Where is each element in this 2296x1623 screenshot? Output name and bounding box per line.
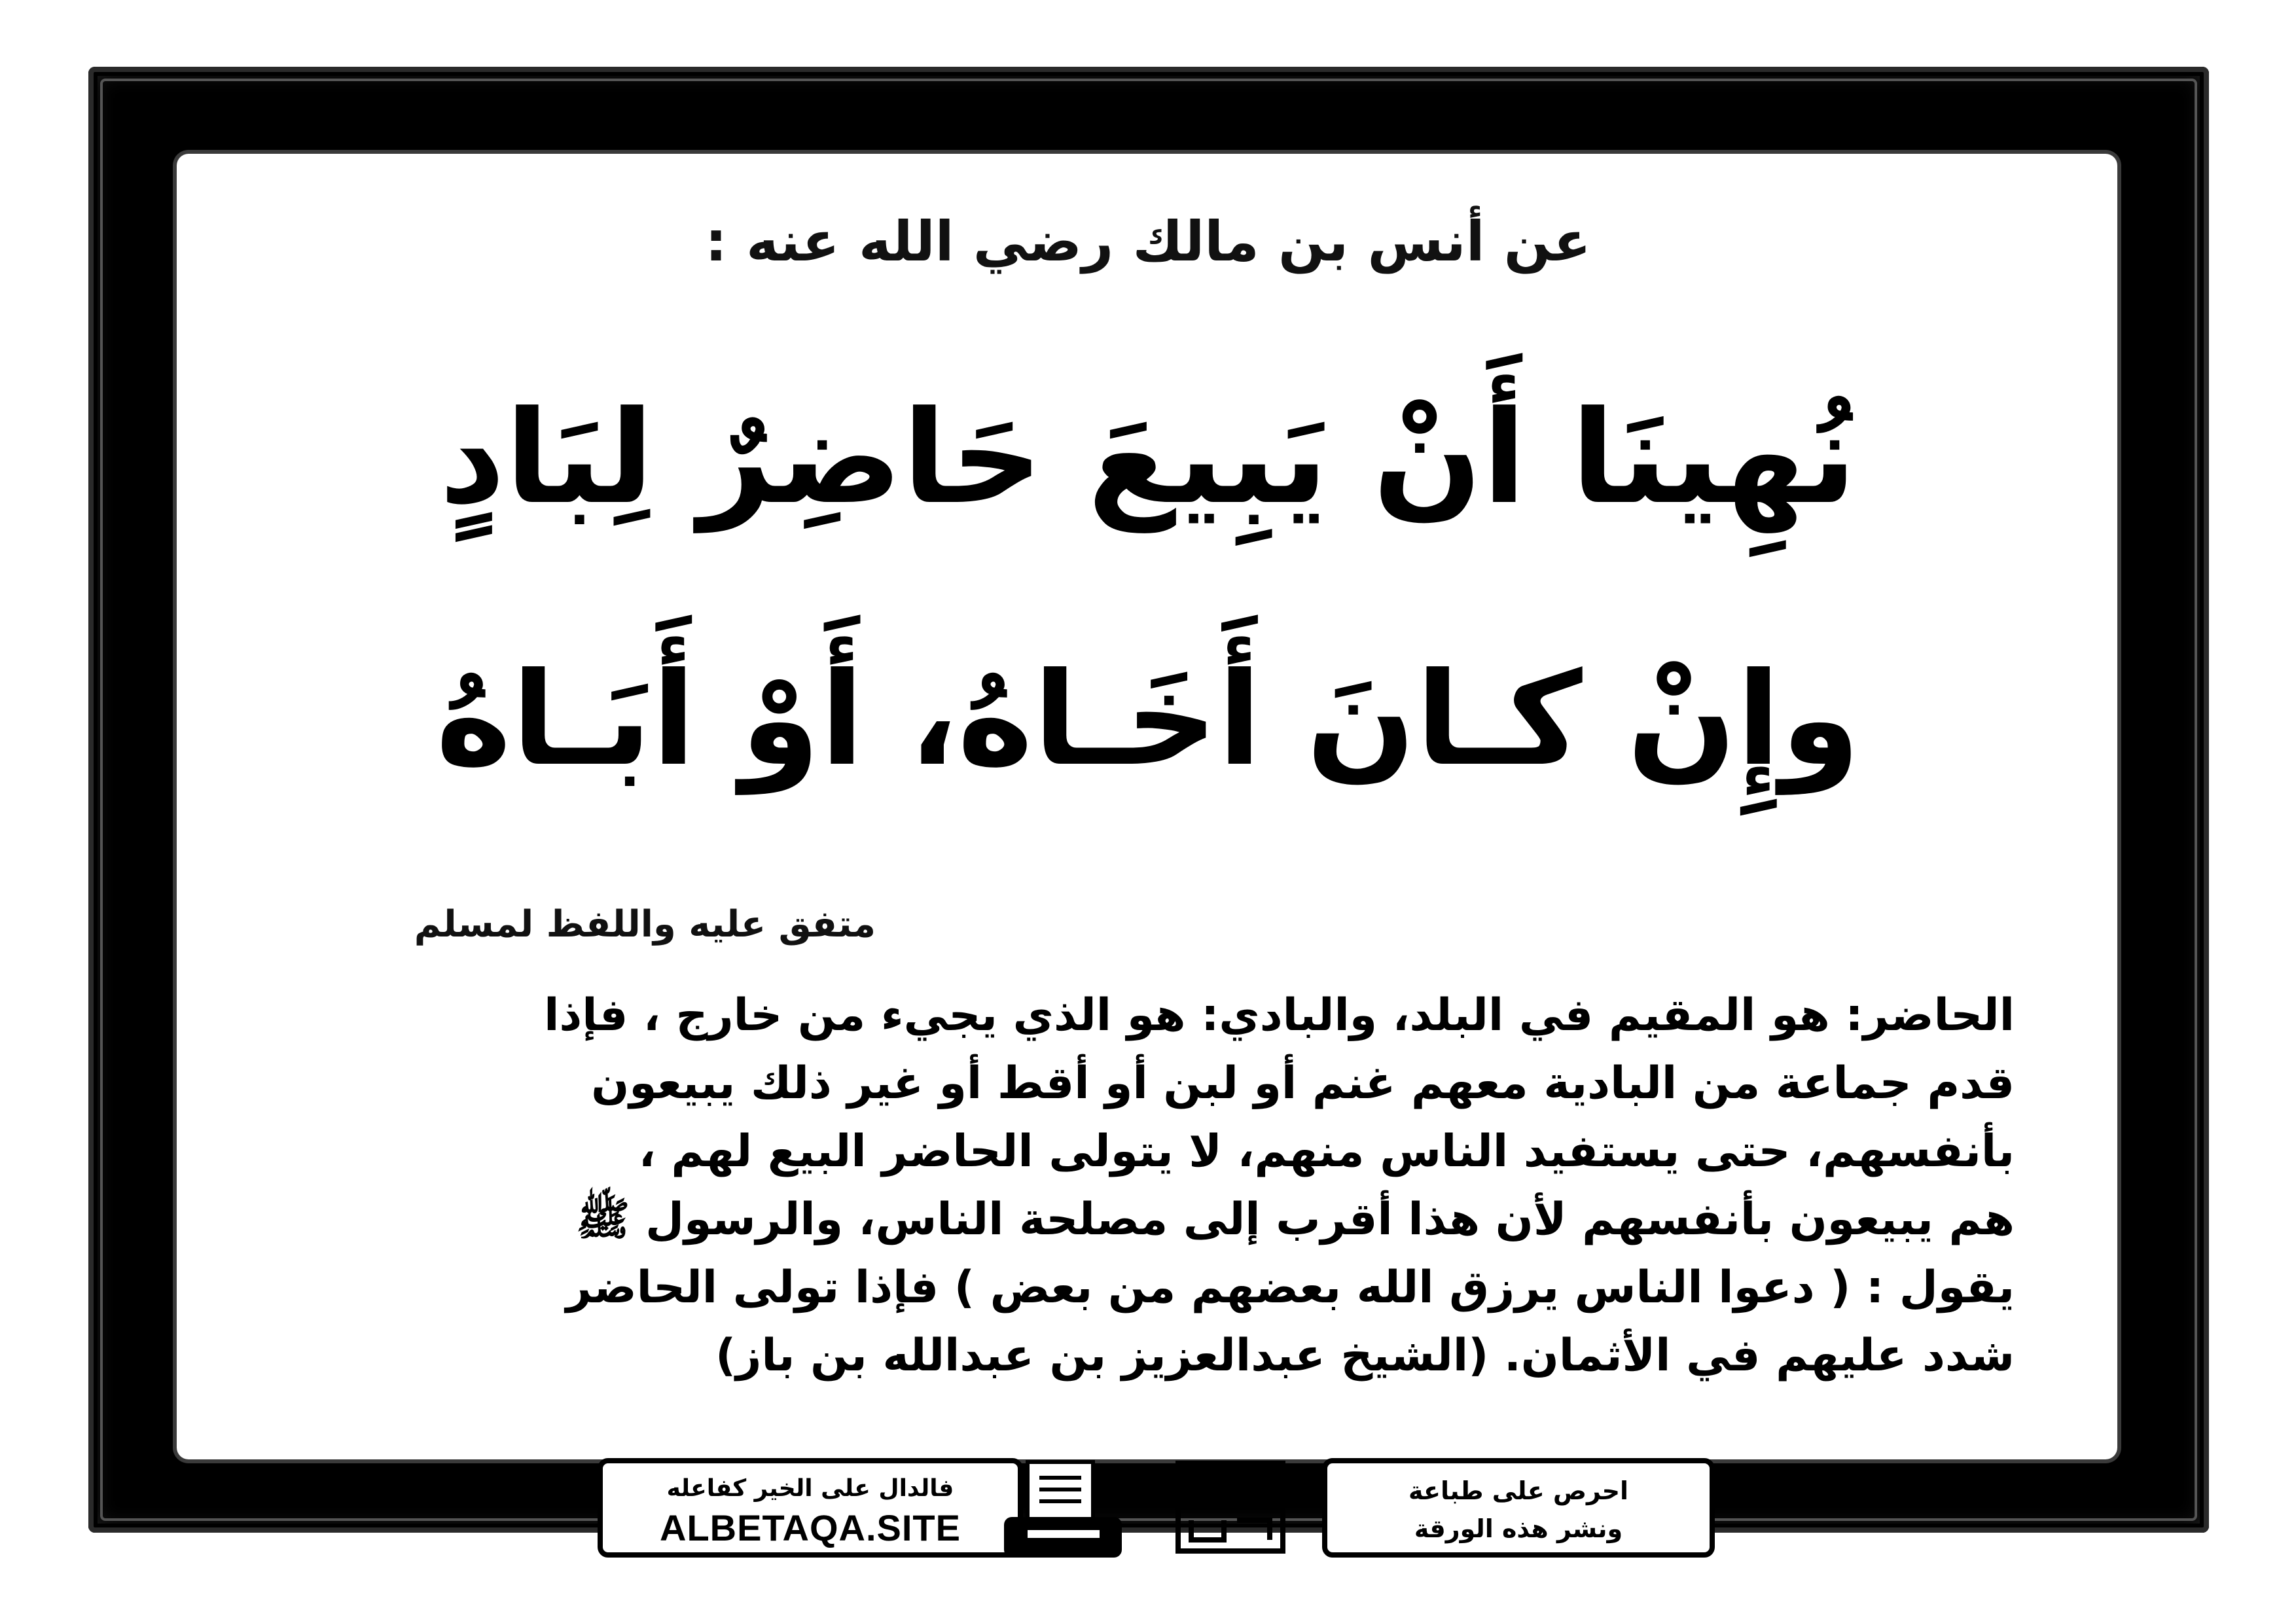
narrator-line: عن أنس بن مالك رضي الله عنه :: [705, 209, 1591, 274]
print-reminder-line-2: ونشر هذه الورقة: [1414, 1514, 1623, 1543]
website-url: ALBETAQA.SITE: [660, 1507, 961, 1548]
explanation-line: هم يبيعون بأنفسهم لأن هذا أقرب إلى مصلحة الناس، والرسول ﷺ: [576, 1194, 2015, 1245]
hadith-line-1: نُهِينَا أَنْ يَبِيعَ حَاضِرٌ لِبَادٍ: [439, 383, 1857, 533]
website-box: [598, 1458, 1023, 1558]
footer: [0, 1458, 2296, 1563]
print-reminder-box: [1322, 1458, 1715, 1558]
print-reminder-line-1: احرص على طباعة: [1408, 1476, 1629, 1505]
hadith-source: متفق عليه واللفظ لمسلم: [414, 903, 876, 946]
hadith-text: [275, 327, 2021, 851]
explanation-line: الحاضر: هو المقيم في البلد، والبادي: هو الذي يجيء من خارج ، فإذا: [544, 990, 2015, 1041]
explanation-line: بأنفسهم، حتى يستفيد الناس منهم، لا يتولى الحاضر البيع لهم ،: [638, 1126, 2015, 1177]
website-tagline: فالدال على الخير كفاعله: [666, 1475, 954, 1502]
explanation-text: [288, 982, 2015, 1390]
hadith-line-2: وإِنْ كـانَ أَخَـاهُ، أَوْ أَبَـاهُ: [435, 645, 1861, 794]
explanation-line: شدد عليهم في الأثمان. (الشيخ عبدالعزيز بن عبدالله بن باز): [715, 1330, 2015, 1382]
explanation-line: يقول : ( دعوا الناس يرزق الله بعضهم من بعض ) فإذا تولى الحاضر: [565, 1262, 2015, 1313]
calligraphy-logo-icon: [1172, 1458, 1289, 1556]
explanation-line: قدم جماعة من البادية معهم غنم أو لبن أو أقط أو غير ذلك يبيعون: [591, 1058, 2015, 1109]
printer-icon: [1001, 1458, 1126, 1563]
